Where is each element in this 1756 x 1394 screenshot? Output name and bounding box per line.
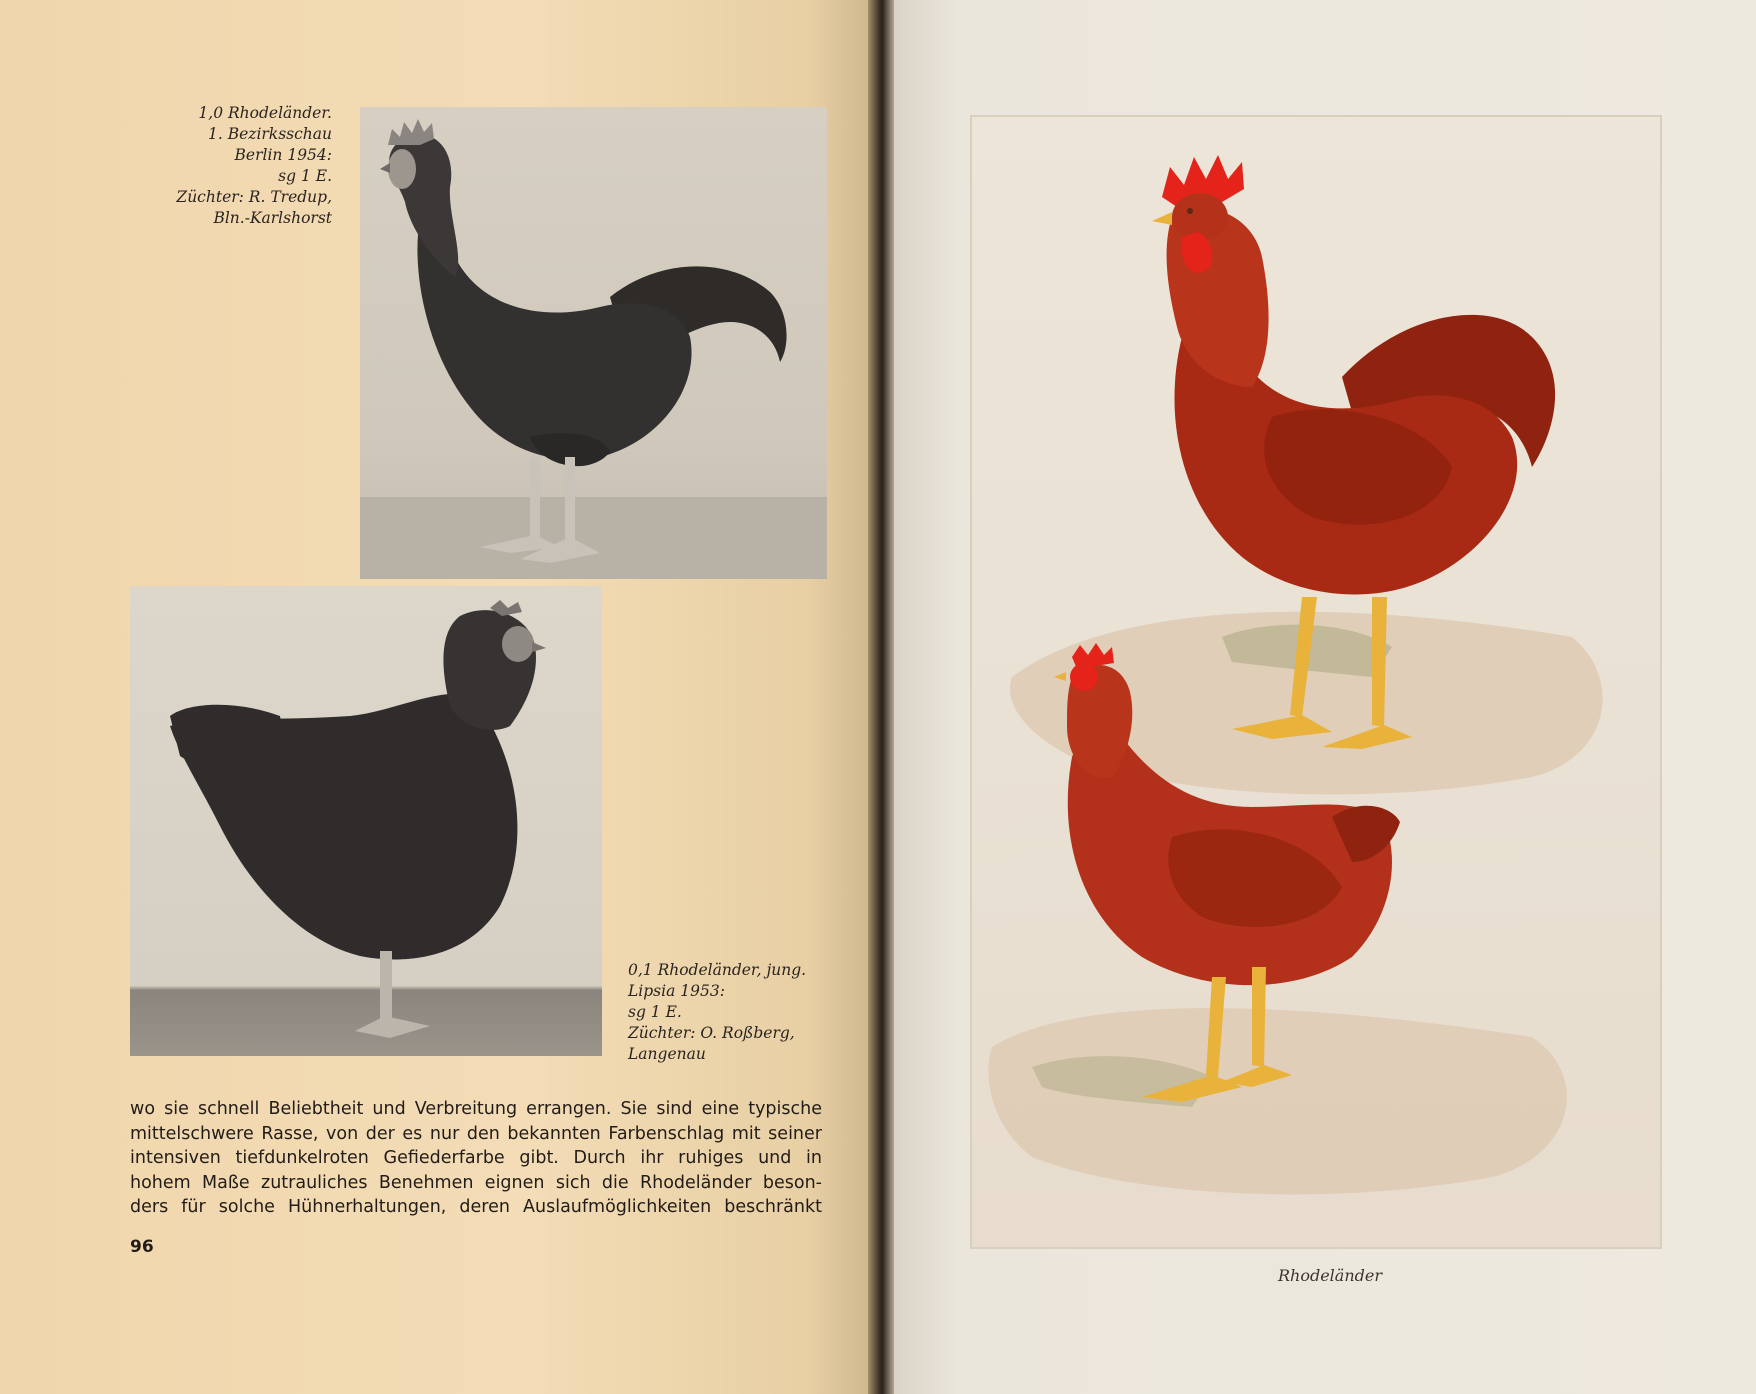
caption-line: Bln.-Karlshorst — [213, 209, 332, 227]
book-gutter — [868, 0, 894, 1394]
caption-line: 0,1 Rhodeländer, jung. — [628, 961, 807, 979]
text-line: intensiven tiefdunkelroten Gefiederfarbe gibt. Durch ihr ruhiges und in — [130, 1148, 822, 1169]
text-line: wo sie schnell Beliebtheit und Verbreitung errangen. Sie sind eine typische — [130, 1099, 822, 1119]
caption-line: Berlin 1954: — [234, 146, 332, 164]
caption-line: 1,0 Rhodeländer. — [198, 104, 332, 122]
plate-caption: Rhodeländer — [1277, 1266, 1382, 1285]
caption-line: Züchter: R. Tredup, — [176, 188, 332, 206]
body-text — [130, 1097, 822, 1220]
caption-line: 1. Bezirksschau — [208, 125, 332, 143]
hen-photo — [130, 586, 602, 1056]
rooster-photo — [360, 107, 827, 579]
caption-line: Züchter: O. Roßberg, — [628, 1024, 795, 1042]
page-number: 96 — [130, 1237, 154, 1257]
chickens-illustration — [972, 117, 1660, 1247]
color-plate — [972, 117, 1660, 1247]
rooster-silhouette — [360, 107, 827, 579]
caption-line: sg 1 E. — [278, 167, 332, 185]
text-line: mittelschwere Rasse, von der es nur den bekannten Farbenschlag mit seiner — [130, 1123, 822, 1144]
text-line: ders für solche Hühnerhaltungen, deren Auslaufmöglichkeiten beschränkt — [130, 1197, 822, 1218]
hen-silhouette — [130, 586, 602, 1056]
caption-line: sg 1 E. — [628, 1003, 682, 1021]
caption-line: Langenau — [628, 1045, 706, 1063]
text-line: hohem Maße zutrauliches Benehmen eignen sich die Rhodeländer beson- — [130, 1172, 822, 1193]
caption-line: Lipsia 1953: — [628, 982, 725, 1000]
caption-rooster — [120, 103, 332, 229]
caption-hen — [628, 960, 868, 1065]
